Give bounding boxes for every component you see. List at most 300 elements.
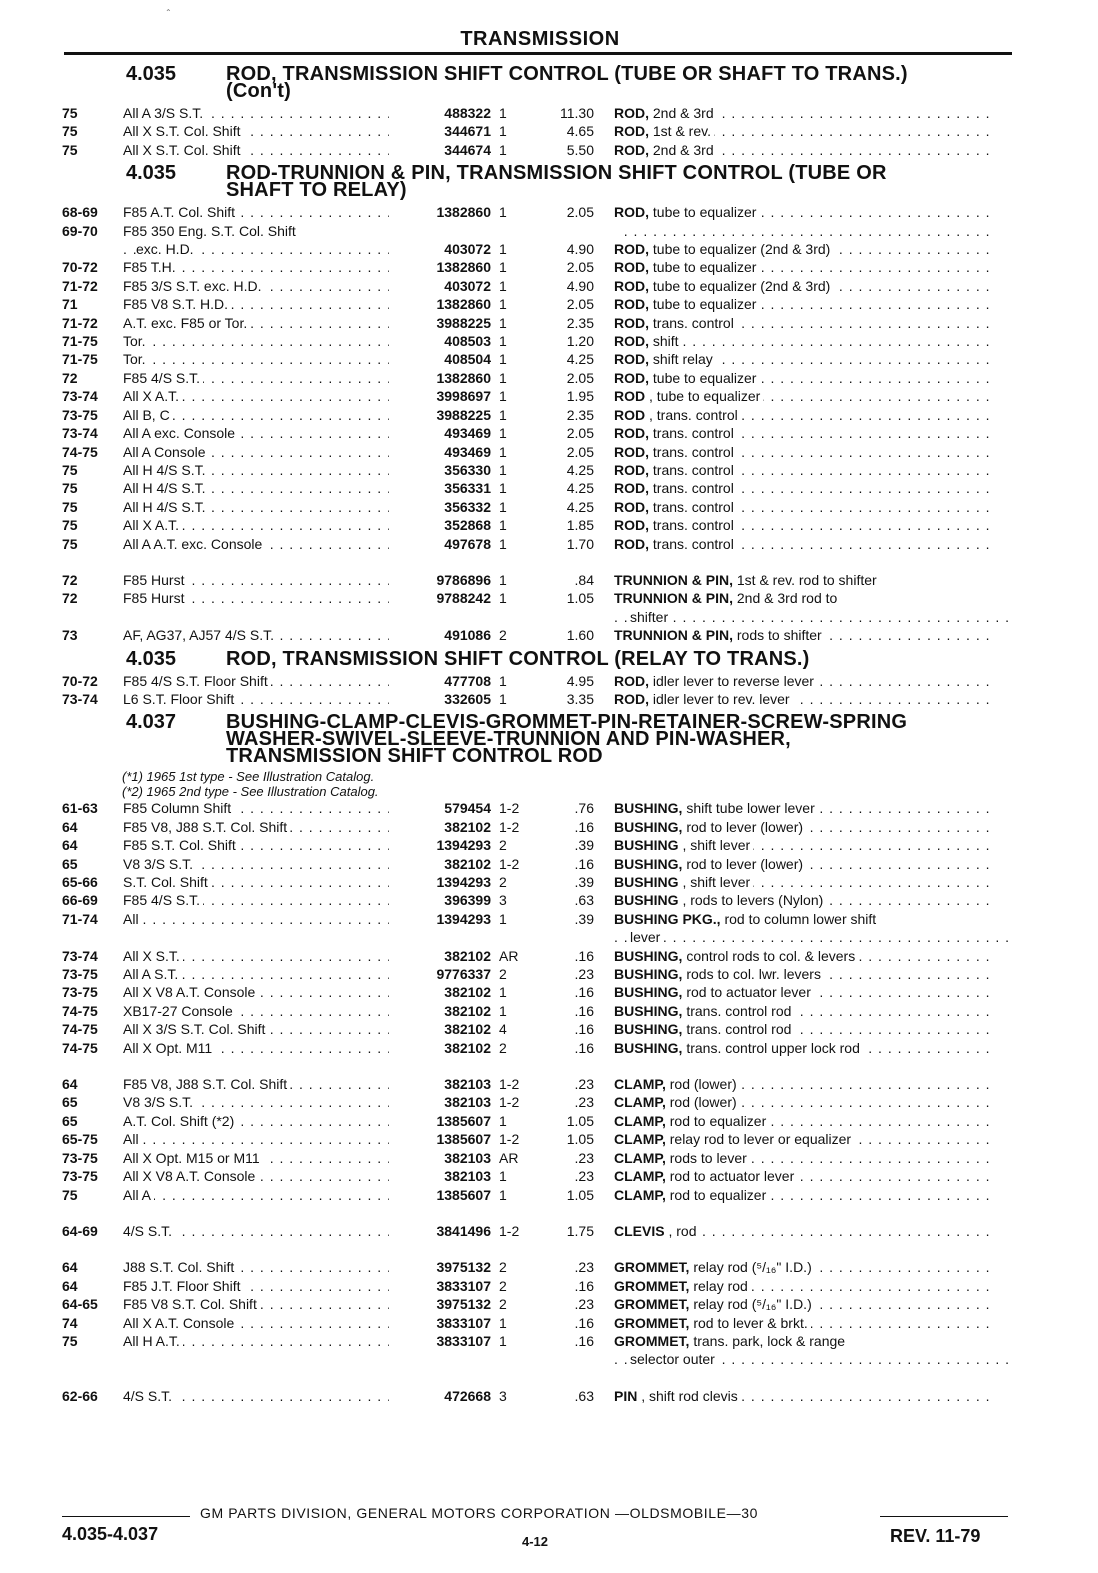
part-description — [594, 690, 992, 708]
part-name: ROD, — [614, 351, 649, 368]
part-description — [594, 873, 992, 891]
part-row — [62, 1075, 1022, 1093]
part-row — [62, 1002, 1022, 1020]
section-heading — [62, 63, 1022, 102]
part-detail: trans. control — [649, 461, 734, 478]
part-row — [62, 1112, 1022, 1130]
quantity: 1 — [499, 498, 507, 515]
price: .39 — [574, 837, 594, 854]
model-application — [123, 855, 389, 873]
model-application — [123, 983, 389, 1001]
part-number: 382102 — [444, 855, 491, 872]
price: 4.95 — [566, 672, 594, 689]
description-text — [614, 388, 763, 404]
price: .16 — [574, 1039, 594, 1056]
part-description — [594, 1350, 1008, 1368]
part-row — [62, 799, 1022, 817]
model-application — [123, 258, 389, 276]
part-detail: tube to equalizer — [649, 296, 757, 313]
model-application — [123, 1277, 389, 1295]
part-row — [62, 1387, 1022, 1405]
part-name: ROD — [614, 406, 646, 423]
model-application — [123, 122, 389, 140]
model-application — [123, 608, 389, 626]
part-detail: selector outer — [630, 1351, 715, 1368]
model-years: 62-66 — [62, 1387, 98, 1404]
model-text: All X V8 A.T. Console — [123, 1168, 258, 1184]
model-text: All — [123, 1131, 142, 1147]
section-title-line: ROD, TRANSMISSION SHIFT CONTROL (RELAY TO TRANS.) — [226, 647, 810, 670]
model-application — [123, 571, 389, 589]
description-text — [614, 1223, 699, 1239]
model-application — [123, 1020, 389, 1038]
quantity: 1 — [499, 388, 507, 405]
section-title-line: (Con't) — [226, 80, 292, 102]
price — [539, 1350, 594, 1368]
part-description — [594, 891, 992, 909]
part-number: 1394293 — [436, 910, 491, 927]
part-row — [62, 1020, 1022, 1038]
model-text: All X A.T. Console — [123, 1315, 237, 1331]
quantity: 1 — [499, 535, 507, 552]
price: 4.25 — [566, 480, 594, 497]
model-years: 64 — [62, 1076, 78, 1093]
model-years: 73-74 — [62, 947, 98, 964]
part-number: 1382860 — [436, 204, 491, 221]
price: .63 — [574, 1387, 594, 1404]
price: .23 — [574, 1259, 594, 1276]
part-detail: rod to equalizer — [665, 1186, 767, 1203]
row-spacer — [62, 1204, 1022, 1222]
price: .23 — [574, 966, 594, 983]
description-text — [630, 609, 671, 625]
part-description — [594, 461, 992, 479]
description-text — [614, 1150, 750, 1166]
section-title — [226, 647, 1022, 670]
price: .16 — [574, 1277, 594, 1294]
price: 4.25 — [566, 461, 594, 478]
model-years: 73-75 — [62, 406, 98, 423]
part-number: 382102 — [444, 984, 491, 1001]
part-description — [594, 1112, 992, 1130]
part-detail: tube to equalizer — [649, 204, 757, 221]
part-name: CLAMP, — [614, 1168, 666, 1185]
part-detail: rod (lower) — [665, 1094, 737, 1111]
section-title-line: TRANSMISSION SHIFT CONTROL ROD — [226, 745, 603, 768]
part-description — [594, 1020, 992, 1038]
section-number: 4.035 — [126, 162, 177, 185]
footer-page-number: 4-12 — [522, 1534, 549, 1549]
price: 4.25 — [566, 498, 594, 515]
part-name: ROD, — [614, 369, 649, 386]
quantity: 1 — [499, 984, 507, 1001]
part-name: ROD, — [614, 480, 649, 497]
model-years: 64 — [62, 818, 78, 835]
price: .39 — [574, 910, 594, 927]
quantity: 1 — [499, 1112, 507, 1129]
part-description — [594, 369, 992, 387]
part-description — [594, 1258, 992, 1276]
model-years: 71-74 — [62, 910, 98, 927]
part-detail: tube to equalizer (2nd & 3rd) — [649, 241, 831, 258]
quantity: 1 — [499, 480, 507, 497]
model-years: 74-75 — [62, 1021, 98, 1038]
model-text: All A Console — [123, 444, 209, 460]
model-application — [123, 1093, 389, 1111]
price — [539, 928, 594, 946]
part-number: 1385607 — [436, 1112, 491, 1129]
part-description — [594, 443, 992, 461]
part-detail: trans. control — [649, 480, 734, 497]
model-application — [123, 965, 389, 983]
part-number: 472668 — [444, 1387, 491, 1404]
part-detail: tube to equalizer — [649, 259, 757, 276]
part-detail: rod to lever (lower) — [682, 818, 804, 835]
part-row — [62, 1350, 1022, 1368]
part-description — [594, 1387, 992, 1405]
model-years: 72 — [62, 590, 78, 607]
model-text: V8 3/S S.T. — [123, 1094, 196, 1110]
model-years: 75 — [62, 141, 78, 158]
section-heading — [62, 711, 1022, 768]
part-number — [389, 1350, 491, 1368]
part-name: GROMMET, — [614, 1259, 690, 1276]
quantity: 1 — [499, 517, 507, 534]
model-years: 73-74 — [62, 388, 98, 405]
part-number: 477708 — [444, 672, 491, 689]
price: 1.05 — [566, 1112, 594, 1129]
model-text: L6 S.T. Floor Shift — [123, 691, 237, 707]
description-text — [614, 966, 824, 982]
part-detail: shifter — [630, 608, 669, 625]
part-description — [594, 350, 992, 368]
quantity: 1-2 — [499, 1076, 520, 1093]
model-years: 65 — [62, 1094, 78, 1111]
part-number: 3998697 — [436, 388, 491, 405]
part-number: 9776337 — [436, 966, 491, 983]
model-years: 75 — [62, 480, 78, 497]
price: 1.05 — [566, 590, 594, 607]
model-application — [123, 1258, 389, 1276]
description-text — [614, 1040, 863, 1056]
quantity: 1-2 — [499, 1222, 520, 1239]
part-name: ROD, — [614, 241, 649, 258]
model-text: All B, C — [123, 407, 173, 423]
part-detail: idler lever to reverse lever — [649, 672, 814, 689]
model-application — [123, 332, 389, 350]
price: 2.05 — [566, 425, 594, 442]
part-name: ROD, — [614, 517, 649, 534]
model-text: exc. H.D. — [136, 241, 197, 257]
part-row — [62, 608, 1022, 626]
description-text — [614, 370, 759, 386]
model-text: J88 S.T. Col. Shift — [123, 1259, 237, 1275]
price: 11.30 — [560, 105, 594, 121]
part-name: BUSHING, — [614, 984, 683, 1001]
part-description — [594, 1130, 992, 1148]
part-description — [594, 222, 992, 240]
part-description — [594, 1167, 992, 1185]
model-years: 71-72 — [62, 314, 98, 331]
part-detail: rods to shifter — [733, 627, 822, 644]
price: 2.05 — [566, 259, 594, 276]
model-years: 72 — [62, 369, 78, 386]
model-text: Tor. — [123, 333, 149, 349]
part-number: 1385607 — [436, 1186, 491, 1203]
price: .16 — [574, 947, 594, 964]
section-title-line: ROD-TRUNNION & PIN, TRANSMISSION SHIFT CONTROL (TUBE OR — [226, 162, 887, 185]
part-row — [62, 461, 1022, 479]
part-row — [62, 965, 1022, 983]
part-number: 396399 — [444, 892, 491, 909]
model-application — [123, 1167, 389, 1185]
quantity: 2 — [499, 837, 507, 854]
model-text: A.T. Col. Shift (*2) — [123, 1113, 237, 1129]
description-text — [614, 1333, 848, 1349]
quantity: 1 — [499, 590, 507, 607]
section-spacer — [62, 1405, 1022, 1409]
part-name: ROD, — [614, 443, 649, 460]
parts-listing — [62, 64, 1022, 1409]
part-name: ROD, — [614, 461, 649, 478]
description-text — [614, 351, 716, 367]
part-row — [62, 1167, 1022, 1185]
part-number: 408503 — [444, 333, 491, 350]
model-application — [123, 406, 389, 424]
description-text — [614, 837, 753, 853]
part-description — [594, 928, 1008, 946]
description-text — [614, 425, 737, 441]
part-number: 3833107 — [436, 1314, 491, 1331]
part-detail: 1st & rev. rod to shifter — [733, 571, 877, 588]
model-years: 71 — [62, 296, 78, 313]
model-application — [123, 104, 389, 122]
description-text — [614, 1003, 794, 1019]
part-row — [62, 1039, 1022, 1057]
part-row — [62, 1314, 1022, 1332]
part-number: 332605 — [444, 690, 491, 707]
price: 1.05 — [566, 1131, 594, 1148]
part-row — [62, 203, 1022, 221]
price: 2.35 — [566, 314, 594, 331]
description-text — [614, 1388, 741, 1404]
part-description — [594, 104, 992, 122]
part-row — [62, 891, 1022, 909]
model-text: All — [123, 911, 142, 927]
model-text: All A — [123, 1187, 154, 1203]
part-description — [594, 589, 992, 607]
model-text: All X Opt. M11 — [123, 1040, 215, 1056]
quantity: 3 — [499, 892, 507, 909]
model-text: F85 Column Shift — [123, 800, 234, 816]
quantity: 2 — [499, 1039, 507, 1056]
part-detail: rod to actuator lever — [665, 1168, 795, 1185]
model-years: 73-75 — [62, 1168, 98, 1185]
description-text — [614, 480, 737, 496]
model-application — [123, 1130, 389, 1148]
part-row — [62, 387, 1022, 405]
part-number: 382102 — [444, 1039, 491, 1056]
quantity: 1 — [499, 204, 507, 221]
part-detail: shift tube lower lever — [682, 800, 815, 817]
part-detail: tube to equalizer (2nd & 3rd) — [649, 277, 831, 294]
part-number: 382103 — [444, 1149, 491, 1166]
model-application — [123, 947, 389, 965]
part-detail: trans. park, lock & range — [689, 1332, 846, 1349]
model-text: F85 Hurst — [123, 590, 187, 606]
part-number: 488322 — [444, 105, 491, 121]
model-years: 73-75 — [62, 966, 98, 983]
model-years: 65-75 — [62, 1131, 98, 1148]
part-name: ROD — [614, 388, 646, 405]
part-row — [62, 1277, 1022, 1295]
title-rule — [64, 52, 1012, 55]
price: .16 — [574, 984, 594, 1001]
price: .23 — [574, 1149, 594, 1166]
part-detail: , shift lever — [678, 837, 751, 854]
model-application — [123, 910, 389, 928]
part-row — [62, 836, 1022, 854]
quantity — [491, 1350, 539, 1368]
part-name: ROD, — [614, 314, 649, 331]
row-spacer — [62, 1369, 1022, 1387]
quantity: 1 — [499, 1168, 507, 1185]
price: 1.20 — [566, 333, 594, 350]
model-text: All H 4/S S.T. — [123, 462, 208, 478]
part-description — [594, 406, 992, 424]
description-text — [614, 142, 717, 158]
price: 4.25 — [566, 351, 594, 368]
model-text: All X 3/S S.T. Col. Shift — [123, 1021, 268, 1037]
price: .16 — [574, 1314, 594, 1331]
description-text — [614, 278, 833, 294]
description-text — [614, 241, 833, 257]
part-row — [62, 589, 1022, 607]
model-text: S.T. Col. Shift — [123, 874, 211, 890]
part-name: BUSHING, — [614, 818, 683, 835]
part-row — [62, 983, 1022, 1001]
part-detail: trans. control rod — [682, 1021, 792, 1038]
part-name: BUSHING, — [614, 1021, 683, 1038]
quantity: 2 — [499, 1259, 507, 1276]
part-detail: relay rod (⁵/₁₆" I.D.) — [689, 1296, 812, 1313]
model-application — [123, 626, 389, 644]
model-text: F85 A.T. Col. Shift — [123, 204, 238, 220]
model-application — [123, 672, 389, 690]
part-description — [594, 799, 992, 817]
model-text: All A A.T. exc. Console — [123, 536, 265, 552]
part-name: CLAMP, — [614, 1076, 666, 1093]
part-number — [389, 608, 491, 626]
part-description — [594, 258, 992, 276]
price: .16 — [574, 818, 594, 835]
part-description — [594, 1277, 992, 1295]
model-text: All X Opt. M15 or M11 — [123, 1150, 263, 1166]
section-number: 4.035 — [126, 63, 177, 85]
part-name: BUSHING, — [614, 1002, 683, 1019]
section-title — [226, 162, 1022, 202]
model-text: F85 T.H. — [123, 259, 179, 275]
price: 1.70 — [566, 535, 594, 552]
section-number: 4.035 — [126, 647, 177, 670]
quantity: 2 — [499, 1277, 507, 1294]
part-description — [594, 387, 992, 405]
quantity: 1 — [499, 259, 507, 276]
price: 3.35 — [566, 690, 594, 707]
part-row — [62, 1332, 1022, 1350]
description-text — [614, 407, 741, 423]
description-text — [614, 673, 817, 689]
model-text: F85 4/S S.T. — [123, 370, 203, 386]
description-text — [630, 929, 663, 945]
description-text — [614, 1278, 751, 1294]
part-detail: shift relay — [649, 351, 713, 368]
model-years: 71-72 — [62, 277, 98, 294]
model-years — [62, 608, 123, 626]
part-number: 579454 — [444, 800, 491, 817]
model-application — [123, 240, 389, 258]
part-name: GROMMET, — [614, 1332, 690, 1349]
part-detail: shift — [649, 333, 679, 350]
part-description — [594, 141, 992, 159]
part-row — [62, 332, 1022, 350]
model-text: All H 4/S S.T. — [123, 480, 208, 496]
description-text — [614, 892, 826, 908]
model-years: 61-63 — [62, 800, 98, 817]
model-years: 70-72 — [62, 259, 98, 276]
price: .23 — [574, 1094, 594, 1111]
model-years: 75 — [62, 535, 78, 552]
part-name: CLAMP, — [614, 1186, 666, 1203]
quantity: AR — [499, 947, 519, 964]
section-title-line: WASHER-SWIVEL-SLEEVE-TRUNNION AND PIN-WASHER, — [226, 728, 791, 751]
part-description — [594, 1039, 992, 1057]
description-text — [614, 315, 737, 331]
part-detail: rod to actuator lever — [682, 984, 811, 1001]
section-number: 4.037 — [126, 711, 177, 734]
part-name: CLEVIS — [614, 1222, 665, 1239]
description-text — [614, 517, 737, 533]
model-years: 75 — [62, 105, 78, 121]
part-detail: relay rod — [689, 1277, 748, 1294]
quantity: 1 — [499, 296, 507, 313]
part-row — [62, 258, 1022, 276]
quantity: AR — [499, 1149, 519, 1166]
part-description — [594, 1149, 992, 1167]
model-years: 74-75 — [62, 1002, 98, 1019]
model-application — [123, 498, 389, 516]
model-application — [123, 1149, 389, 1167]
part-number: 1382860 — [436, 369, 491, 386]
part-detail: trans. control — [649, 498, 734, 515]
part-name: GROMMET, — [614, 1314, 690, 1331]
model-application — [123, 1332, 389, 1350]
part-detail: , shift lever — [678, 874, 751, 890]
price: 4.65 — [566, 123, 594, 140]
part-detail: 2nd & 3rd — [649, 141, 714, 158]
description-text — [614, 462, 737, 478]
section-title — [226, 63, 1022, 102]
part-description — [594, 122, 992, 140]
part-description — [594, 332, 992, 350]
part-name: BUSHING — [614, 874, 679, 890]
model-application — [123, 1314, 389, 1332]
model-application — [123, 799, 389, 817]
part-row — [62, 369, 1022, 387]
model-application — [123, 369, 389, 387]
quantity: 1-2 — [499, 800, 520, 817]
model-application — [123, 836, 389, 854]
